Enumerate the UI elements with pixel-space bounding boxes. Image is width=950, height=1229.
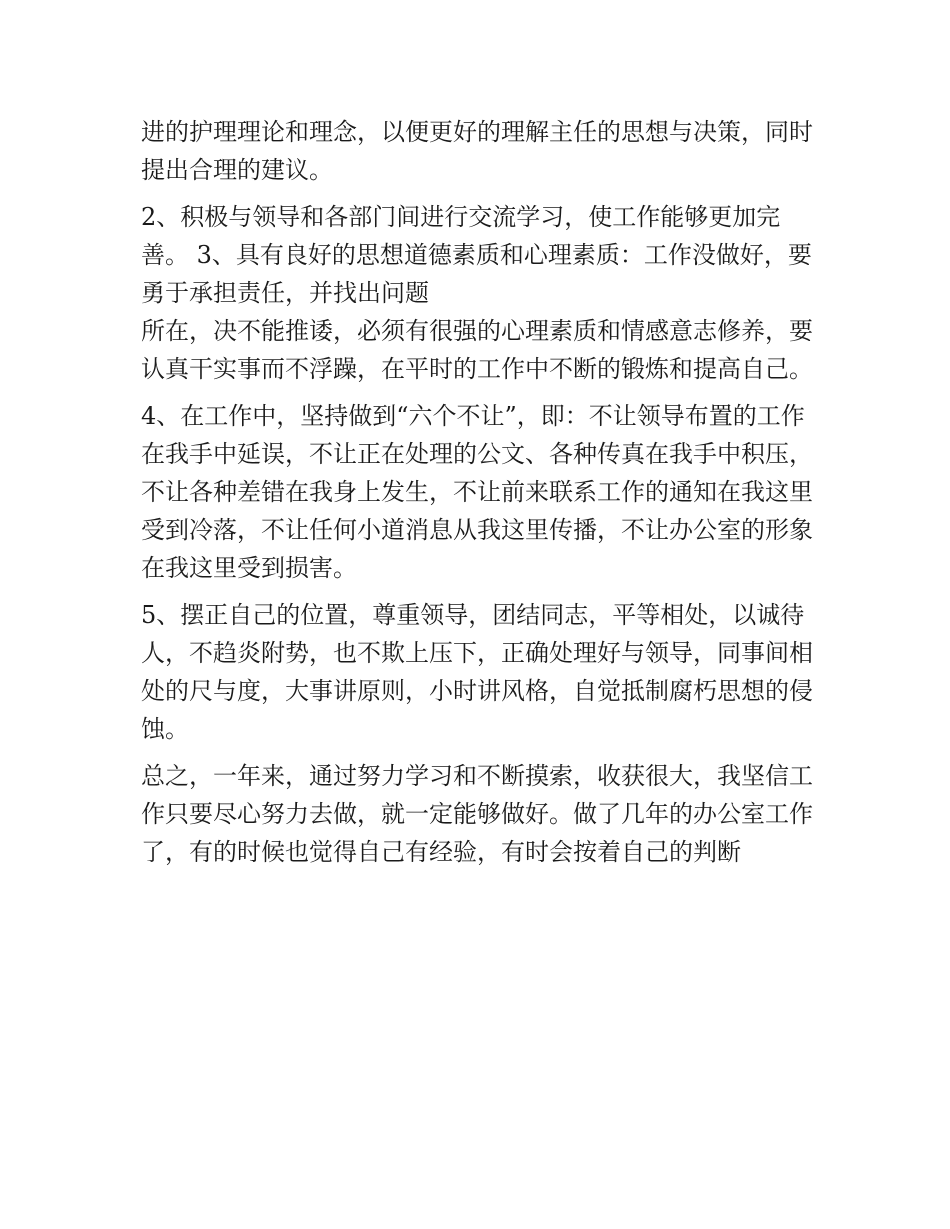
paragraph-continuation: 进的护理理论和理念，以便更好的理解主任的思想与决策，同时提出合理的建议。 [141,118,813,184]
paragraph-item-2-3: 2、积极与领导和各部门间进行交流学习，使工作能够更加完善。 3、具有良好的思想道德素质和心理素质：工作没做好，要勇于承担责任，并找出问题 [141,203,812,307]
paragraph-summary: 总之，一年来，通过努力学习和不断摸索，收获很大，我坚信工作只要尽心努力去做，就一定能够做好。做了几年的办公室工作了，有的时候也觉得自己有经验，有时会按着自己的判断 [141,762,813,866]
paragraph-item-3-continued: 所在，决不能推诿，必须有很强的心理素质和情感意志修养，要认真干实事而不浮躁，在平时的工作中不断的锻炼和提高自己。 [141,317,813,383]
paragraph-item-5: 5、摆正自己的位置，尊重领导，团结同志，平等相处，以诚待人，不趋炎附势，也不欺上压下，正确处理好与领导，同事间相处的尺与度，大事讲原则，小时讲风格，自觉抵制腐朽思想的侵蚀。 [141,601,813,743]
paragraph-item-4: 4、在工作中，坚持做到“六个不让”，即：不让领导布置的工作在我手中延误，不让正在处理的公文、各种传真在我手中积压，不让各种差错在我身上发生，不让前来联系工作的通知在我这里受到冷落，不让任何小道消息从我这里传播，不让办公室的形象在我这里受到损害。 [141,402,813,582]
body-text [141,113,813,880]
